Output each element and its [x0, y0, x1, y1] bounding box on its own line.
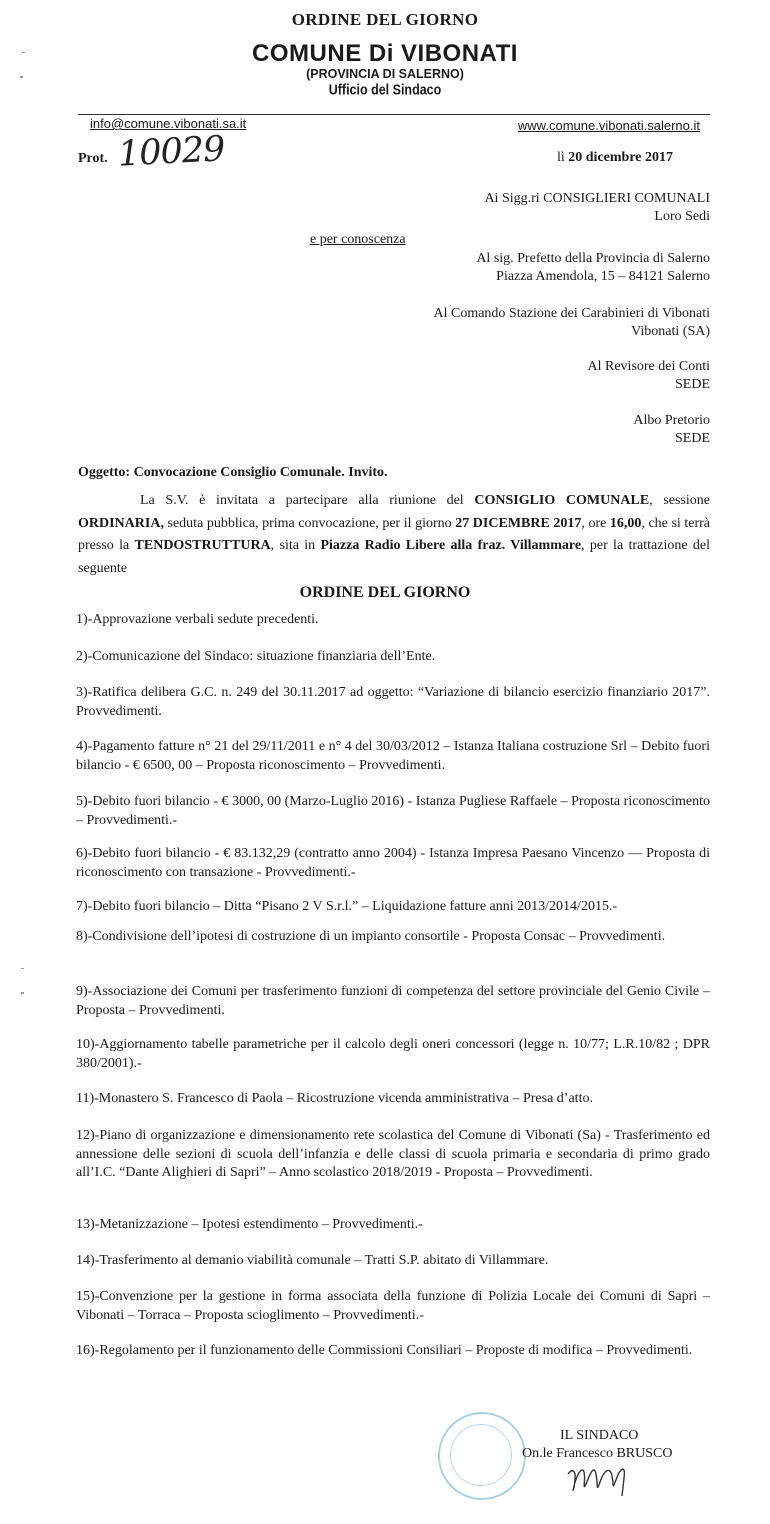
agenda-item: 1)-Approvazione verbali sedute precedenti.: [76, 612, 319, 627]
recipient-line: Al sig. Prefetto della Provincia di Salerno: [476, 251, 710, 266]
scan-mark: [21, 968, 24, 969]
agenda-item: 4)-Pagamento fatture n° 21 del 29/11/2011 e n° 4 del 30/03/2012 – Istanza Italiana costruzione Srl – Debito fuori bilancio - € 6500, 00 – Proposta riconoscimento – Provvedimenti.: [76, 739, 710, 773]
agenda-item: 3)-Ratifica delibera G.C. n. 249 del 30.11.2017 ad oggetto: “Variazione di bilancio esercizio finanziario 2017”. Provvedimenti.: [76, 685, 710, 719]
recipient-line: Albo Pretorio: [633, 413, 710, 428]
cc-label: e per conoscenza: [310, 232, 406, 247]
recipient-prefect: [476, 250, 710, 286]
body-bold: 16,00: [609, 515, 642, 531]
agenda-item: 6)-Debito fuori bilancio - € 83.132,29 (contratto anno 2004) - Istanza Impresa Paesano Vincenzo — Proposta di riconoscimento con transazione - Provvedimenti.-: [76, 846, 710, 880]
agenda-item: 14)-Trasferimento al demanio viabilità comunale – Tratti S.P. abitato di Villammare.: [76, 1253, 549, 1268]
recipient-albo: [633, 412, 710, 448]
recipient-councillors: [484, 190, 710, 226]
body-bold: 27 DICEMBRE 2017: [455, 515, 582, 531]
agenda-item: 11)-Monastero S. Francesco di Paola – Ricostruzione vicenda amministrativa – Presa d’atto.: [76, 1091, 593, 1106]
body-bold: TENDOSTRUTTURA: [134, 538, 271, 553]
recipient-auditor: [588, 358, 711, 394]
body-text: La S.V. è invitata a partecipare alla riunione del: [140, 493, 475, 508]
body-text: , per la trattazione del seguente: [78, 538, 710, 576]
body-text: , che si terrà presso la: [78, 515, 710, 553]
province-name: (PROVINCIA DI SALERNO): [306, 67, 464, 81]
body-bold: CONSIGLIO COMUNALE: [474, 493, 650, 508]
website-link[interactable]: www.comune.vibonati.salerno.it: [517, 118, 700, 133]
agenda-item: 5)-Debito fuori bilancio - € 3000, 00 (Marzo-Luglio 2016) - Istanza Pugliese Raffaele – Proposta riconoscimento – Provvedimenti.-: [76, 794, 710, 828]
signatory-role: IL SINDACO: [560, 1428, 639, 1443]
invitation-paragraph: [78, 490, 710, 580]
signatory-name: On.le Francesco BRUSCO: [522, 1446, 673, 1461]
office-name: Ufficio del Sindaco: [328, 81, 442, 99]
recipient-line: SEDE: [675, 431, 710, 446]
recipient-line: Ai Sigg.ri CONSIGLIERI COMUNALI: [484, 191, 710, 206]
recipient-line: Al Revisore dei Conti: [587, 359, 710, 374]
body-text: , ore: [581, 515, 610, 531]
agenda-item: 15)-Convenzione per la gestione in forma associata della funzione di Polizia Locale dei Comuni di Sapri – Vibonati – Torraca – Proposta scioglimento – Provvedimenti.-: [76, 1289, 710, 1323]
subject-line: Oggetto: Convocazione Consiglio Comunale. Invito.: [78, 465, 388, 480]
agenda-item: 8)-Condivisione dell’ipotesi di costruzione di un impianto consortile - Proposta Consac – Provvedimenti.: [76, 929, 666, 944]
scan-mark: [20, 76, 23, 78]
agenda-item: 12)-Piano di organizzazione e dimensionamento rete scolastica del Comune di Vibonati (Sa) - Trasferimento ed annessione delle sezioni di scuola dell’infanzia e delle classi di scuola primaria e secondaria di primo grado all’I.C. “Dante Alighieri di Sapri” – Anno scolastico 2018/2019 - Proposta – Provvedimenti.: [76, 1128, 710, 1180]
municipal-stamp-inner-ring: [450, 1424, 512, 1486]
letter-date: [557, 150, 673, 166]
handwritten-signature: [560, 1450, 650, 1500]
agenda-item: 7)-Debito fuori bilancio – Ditta “Pisano 2 V S.r.l.” – Liquidazione fatture anni 2013/2014/2015.-: [76, 899, 618, 914]
scan-mark: [21, 992, 24, 994]
body-bold: Piazza Radio Libere alla fraz. Villammare: [320, 538, 582, 553]
recipient-line: Loro Sedi: [654, 209, 710, 224]
date-prefix: lì: [556, 150, 565, 165]
recipient-line: SEDE: [675, 377, 710, 392]
protocol-label: Prot.: [78, 151, 108, 166]
date-value: 20 dicembre 2017: [568, 150, 673, 165]
scan-mark: [22, 52, 25, 53]
recipient-line: Vibonati (SA): [631, 324, 710, 339]
agenda-item: 9)-Associazione dei Comuni per trasferimento funzioni di competenza del settore provinciale del Genio Civile – Proposta – Provvedimenti.: [76, 984, 710, 1018]
agenda-title: ORDINE DEL GIORNO: [299, 584, 471, 601]
header-divider: [78, 114, 710, 115]
agenda-item: 10)-Aggiornamento tabelle parametriche per il calcolo degli oneri concessori (legge n. 10/77; L.R.10/82 ; DPR 380/2001).-: [76, 1037, 710, 1071]
agenda-item: 13)-Metanizzazione – Ipotesi estendimento – Provvedimenti.-: [76, 1217, 423, 1232]
body-text: seduta pubblica, prima convocazione, per il giorno: [163, 515, 456, 531]
municipality-name: COMUNE Di VIBONATI: [252, 40, 518, 67]
body-bold: ORDINARIA,: [78, 515, 164, 531]
recipient-line: Piazza Amendola, 15 – 84121 Salerno: [496, 269, 710, 284]
recipient-carabinieri: [433, 305, 710, 341]
body-text: , sita in: [270, 538, 321, 553]
body-text: , sessione: [649, 493, 710, 508]
recipient-line: Al Comando Stazione dei Carabinieri di Vibonati: [433, 306, 710, 321]
agenda-item: 2)-Comunicazione del Sindaco: situazione finanziaria dell’Ente.: [76, 649, 436, 664]
email-link[interactable]: info@comune.vibonati.sa.it: [90, 116, 247, 131]
agenda-item: 16)-Regolamento per il funzionamento delle Commissioni Consiliari – Proposte di modifica – Provvedimenti.: [76, 1343, 693, 1358]
protocol-number: 10029: [117, 129, 226, 175]
document-title: ORDINE DEL GIORNO: [291, 10, 479, 29]
